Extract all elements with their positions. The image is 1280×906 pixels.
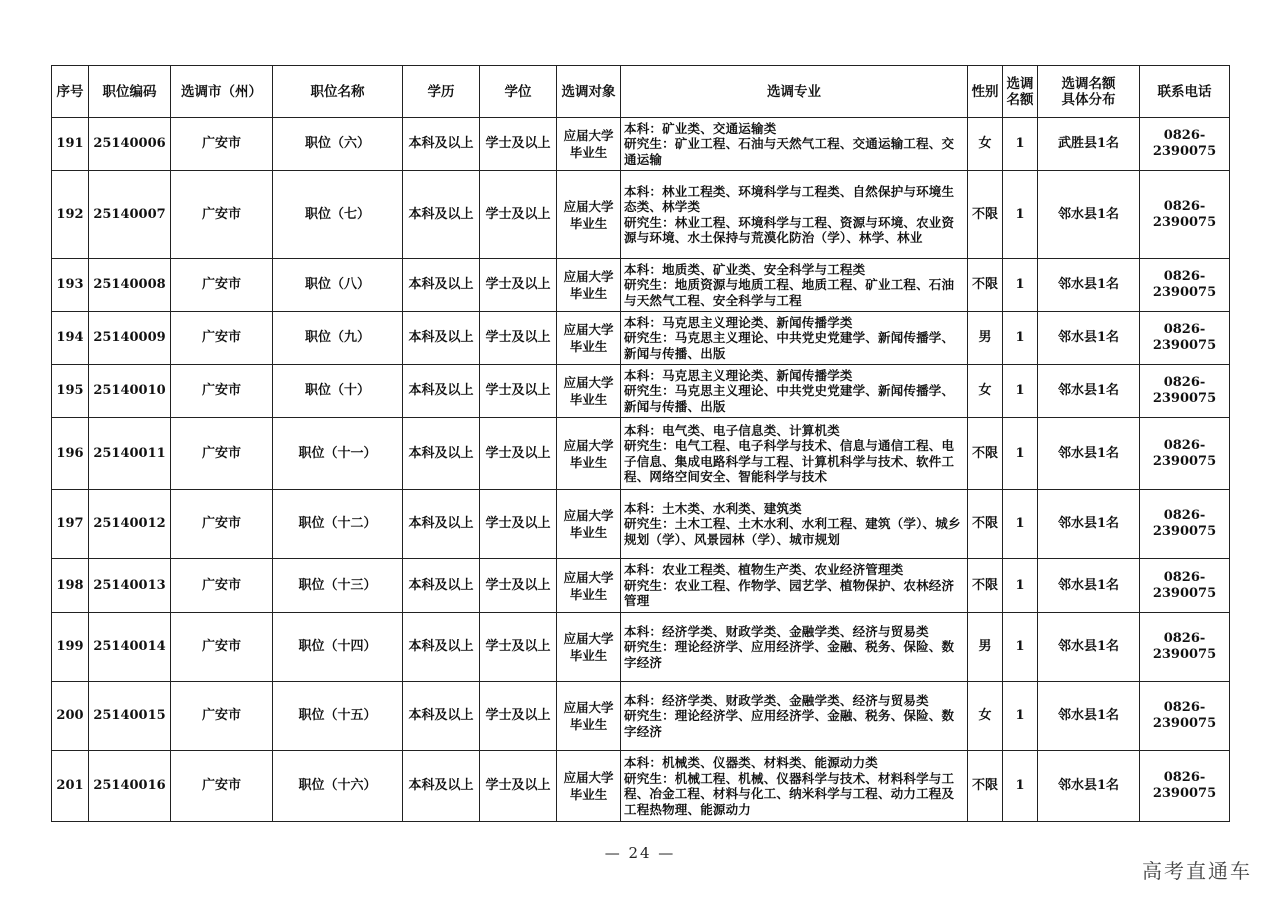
- cell-position: 职位（六）: [273, 118, 403, 171]
- cell-education: 本科及以上: [403, 312, 480, 365]
- cell-code: 25140006: [89, 118, 171, 171]
- cell-position: 职位（十六）: [273, 751, 403, 822]
- cell-code: 25140013: [89, 559, 171, 613]
- cell-gender: 男: [968, 613, 1003, 682]
- table-header-row: [52, 66, 1230, 118]
- cell-code: 25140015: [89, 682, 171, 751]
- cell-degree: 学士及以上: [480, 751, 557, 822]
- table-row: [52, 171, 1230, 259]
- cell-code: 25140012: [89, 490, 171, 559]
- table-row: [52, 490, 1230, 559]
- cell-no: 201: [52, 751, 89, 822]
- cell-quota: 1: [1003, 259, 1038, 312]
- cell-education: 本科及以上: [403, 682, 480, 751]
- cell-major: 本科：电气类、电子信息类、计算机类 研究生：电气工程、电子科学与技术、信息与通信工程、电子信息、集成电路科学与工程、计算机科学与技术、软件工程、网络空间安全、智能科学与技术: [621, 418, 968, 490]
- cell-phone: 0826-2390075: [1140, 312, 1230, 365]
- cell-phone: 0826-2390075: [1140, 490, 1230, 559]
- cell-quota: 1: [1003, 118, 1038, 171]
- cell-major: 本科：机械类、仪器类、材料类、能源动力类 研究生：机械工程、机械、仪器科学与技术、材料科学与工程、冶金工程、材料与化工、纳米科学与工程、动力工程及工程热物理、能源动力: [621, 751, 968, 822]
- cell-gender: 女: [968, 365, 1003, 418]
- cell-degree: 学士及以上: [480, 312, 557, 365]
- cell-distribution: 武胜县1名: [1038, 118, 1140, 171]
- cell-no: 192: [52, 171, 89, 259]
- cell-no: 199: [52, 613, 89, 682]
- cell-education: 本科及以上: [403, 418, 480, 490]
- cell-target: 应届大学 毕业生: [557, 418, 621, 490]
- table-row: [52, 418, 1230, 490]
- cell-distribution: 邻水县1名: [1038, 613, 1140, 682]
- cell-distribution: 邻水县1名: [1038, 365, 1140, 418]
- header-education: 学历: [403, 66, 480, 118]
- cell-phone: 0826-2390075: [1140, 613, 1230, 682]
- cell-target: 应届大学 毕业生: [557, 312, 621, 365]
- cell-position: 职位（十五）: [273, 682, 403, 751]
- cell-city: 广安市: [171, 490, 273, 559]
- cell-city: 广安市: [171, 751, 273, 822]
- cell-city: 广安市: [171, 559, 273, 613]
- cell-city: 广安市: [171, 312, 273, 365]
- cell-phone: 0826-2390075: [1140, 259, 1230, 312]
- cell-no: 196: [52, 418, 89, 490]
- cell-position: 职位（十二）: [273, 490, 403, 559]
- cell-code: 25140007: [89, 171, 171, 259]
- cell-degree: 学士及以上: [480, 559, 557, 613]
- cell-education: 本科及以上: [403, 118, 480, 171]
- cell-quota: 1: [1003, 490, 1038, 559]
- cell-code: 25140009: [89, 312, 171, 365]
- cell-degree: 学士及以上: [480, 613, 557, 682]
- cell-no: 191: [52, 118, 89, 171]
- table-body: [52, 118, 1230, 822]
- cell-code: 25140011: [89, 418, 171, 490]
- cell-major: 本科：农业工程类、植物生产类、农业经济管理类 研究生：农业工程、作物学、园艺学、植物保护、农林经济管理: [621, 559, 968, 613]
- cell-major: 本科：矿业类、交通运输类 研究生：矿业工程、石油与天然气工程、交通运输工程、交通运输: [621, 118, 968, 171]
- header-position: 职位名称: [273, 66, 403, 118]
- cell-city: 广安市: [171, 682, 273, 751]
- cell-target: 应届大学 毕业生: [557, 751, 621, 822]
- header-phone: 联系电话: [1140, 66, 1230, 118]
- cell-gender: 女: [968, 682, 1003, 751]
- cell-position: 职位（九）: [273, 312, 403, 365]
- cell-phone: 0826-2390075: [1140, 118, 1230, 171]
- cell-quota: 1: [1003, 751, 1038, 822]
- cell-major: 本科：经济学类、财政学类、金融学类、经济与贸易类 研究生：理论经济学、应用经济学、金融、税务、保险、数字经济: [621, 613, 968, 682]
- cell-city: 广安市: [171, 259, 273, 312]
- header-quota: 选调 名额: [1003, 66, 1038, 118]
- cell-quota: 1: [1003, 559, 1038, 613]
- cell-no: 195: [52, 365, 89, 418]
- cell-target: 应届大学 毕业生: [557, 171, 621, 259]
- cell-degree: 学士及以上: [480, 259, 557, 312]
- cell-target: 应届大学 毕业生: [557, 613, 621, 682]
- header-no: 序号: [52, 66, 89, 118]
- cell-education: 本科及以上: [403, 751, 480, 822]
- cell-quota: 1: [1003, 682, 1038, 751]
- cell-phone: 0826-2390075: [1140, 682, 1230, 751]
- cell-code: 25140014: [89, 613, 171, 682]
- table-row: [52, 613, 1230, 682]
- cell-quota: 1: [1003, 613, 1038, 682]
- cell-target: 应届大学 毕业生: [557, 559, 621, 613]
- cell-degree: 学士及以上: [480, 365, 557, 418]
- cell-major: 本科：土木类、水利类、建筑类 研究生：土木工程、土木水利、水利工程、建筑（学）、城乡规划（学）、风景园林（学）、城市规划: [621, 490, 968, 559]
- cell-position: 职位（八）: [273, 259, 403, 312]
- cell-degree: 学士及以上: [480, 171, 557, 259]
- cell-city: 广安市: [171, 365, 273, 418]
- header-degree: 学位: [480, 66, 557, 118]
- table-row: [52, 751, 1230, 822]
- cell-position: 职位（十三）: [273, 559, 403, 613]
- watermark-logo-text: 高考直通车: [1142, 859, 1252, 883]
- cell-quota: 1: [1003, 365, 1038, 418]
- cell-education: 本科及以上: [403, 365, 480, 418]
- cell-position: 职位（十四）: [273, 613, 403, 682]
- cell-position: 职位（十一）: [273, 418, 403, 490]
- cell-distribution: 邻水县1名: [1038, 490, 1140, 559]
- page-number: — 24 —: [604, 844, 676, 862]
- cell-gender: 不限: [968, 171, 1003, 259]
- positions-table: [51, 65, 1230, 822]
- positions-table-wrapper: [51, 65, 1230, 822]
- cell-no: 197: [52, 490, 89, 559]
- header-code: 职位编码: [89, 66, 171, 118]
- header-major: 选调专业: [621, 66, 968, 118]
- cell-no: 194: [52, 312, 89, 365]
- cell-distribution: 邻水县1名: [1038, 312, 1140, 365]
- cell-distribution: 邻水县1名: [1038, 171, 1140, 259]
- cell-code: 25140010: [89, 365, 171, 418]
- cell-position: 职位（七）: [273, 171, 403, 259]
- cell-major: 本科：林业工程类、环境科学与工程类、自然保护与环境生态类、林学类 研究生：林业工程、环境科学与工程、资源与环境、农业资源与环境、水土保持与荒漠化防治（学）、林学、林业: [621, 171, 968, 259]
- table-row: [52, 259, 1230, 312]
- header-target: 选调对象: [557, 66, 621, 118]
- table-row: [52, 365, 1230, 418]
- cell-major: 本科：马克思主义理论类、新闻传播学类 研究生：马克思主义理论、中共党史党建学、新闻传播学、新闻与传播、出版: [621, 365, 968, 418]
- cell-city: 广安市: [171, 613, 273, 682]
- cell-distribution: 邻水县1名: [1038, 259, 1140, 312]
- cell-degree: 学士及以上: [480, 682, 557, 751]
- cell-quota: 1: [1003, 171, 1038, 259]
- cell-gender: 不限: [968, 490, 1003, 559]
- cell-distribution: 邻水县1名: [1038, 682, 1140, 751]
- table-row: [52, 559, 1230, 613]
- cell-city: 广安市: [171, 418, 273, 490]
- cell-gender: 不限: [968, 418, 1003, 490]
- cell-target: 应届大学 毕业生: [557, 682, 621, 751]
- cell-education: 本科及以上: [403, 171, 480, 259]
- cell-target: 应届大学 毕业生: [557, 490, 621, 559]
- cell-major: 本科：地质类、矿业类、安全科学与工程类 研究生：地质资源与地质工程、地质工程、矿业工程、石油与天然气工程、安全科学与工程: [621, 259, 968, 312]
- cell-no: 198: [52, 559, 89, 613]
- cell-quota: 1: [1003, 418, 1038, 490]
- cell-education: 本科及以上: [403, 559, 480, 613]
- cell-quota: 1: [1003, 312, 1038, 365]
- cell-distribution: 邻水县1名: [1038, 559, 1140, 613]
- cell-phone: 0826-2390075: [1140, 418, 1230, 490]
- cell-target: 应届大学 毕业生: [557, 259, 621, 312]
- cell-city: 广安市: [171, 118, 273, 171]
- cell-phone: 0826-2390075: [1140, 171, 1230, 259]
- cell-gender: 女: [968, 118, 1003, 171]
- cell-major: 本科：马克思主义理论类、新闻传播学类 研究生：马克思主义理论、中共党史党建学、新闻传播学、新闻与传播、出版: [621, 312, 968, 365]
- cell-education: 本科及以上: [403, 490, 480, 559]
- cell-position: 职位（十）: [273, 365, 403, 418]
- cell-degree: 学士及以上: [480, 118, 557, 171]
- cell-phone: 0826-2390075: [1140, 365, 1230, 418]
- table-row: [52, 682, 1230, 751]
- cell-target: 应届大学 毕业生: [557, 365, 621, 418]
- table-row: [52, 118, 1230, 171]
- cell-education: 本科及以上: [403, 259, 480, 312]
- cell-phone: 0826-2390075: [1140, 751, 1230, 822]
- header-gender: 性别: [968, 66, 1003, 118]
- cell-city: 广安市: [171, 171, 273, 259]
- cell-gender: 不限: [968, 559, 1003, 613]
- cell-code: 25140016: [89, 751, 171, 822]
- table-row: [52, 312, 1230, 365]
- cell-education: 本科及以上: [403, 613, 480, 682]
- header-city: 选调市（州）: [171, 66, 273, 118]
- cell-phone: 0826-2390075: [1140, 559, 1230, 613]
- cell-target: 应届大学 毕业生: [557, 118, 621, 171]
- cell-major: 本科：经济学类、财政学类、金融学类、经济与贸易类 研究生：理论经济学、应用经济学、金融、税务、保险、数字经济: [621, 682, 968, 751]
- cell-code: 25140008: [89, 259, 171, 312]
- cell-distribution: 邻水县1名: [1038, 751, 1140, 822]
- cell-degree: 学士及以上: [480, 490, 557, 559]
- cell-no: 200: [52, 682, 89, 751]
- cell-degree: 学士及以上: [480, 418, 557, 490]
- cell-no: 193: [52, 259, 89, 312]
- cell-gender: 不限: [968, 751, 1003, 822]
- header-distribution: 选调名额 具体分布: [1038, 66, 1140, 118]
- cell-distribution: 邻水县1名: [1038, 418, 1140, 490]
- cell-gender: 不限: [968, 259, 1003, 312]
- cell-gender: 男: [968, 312, 1003, 365]
